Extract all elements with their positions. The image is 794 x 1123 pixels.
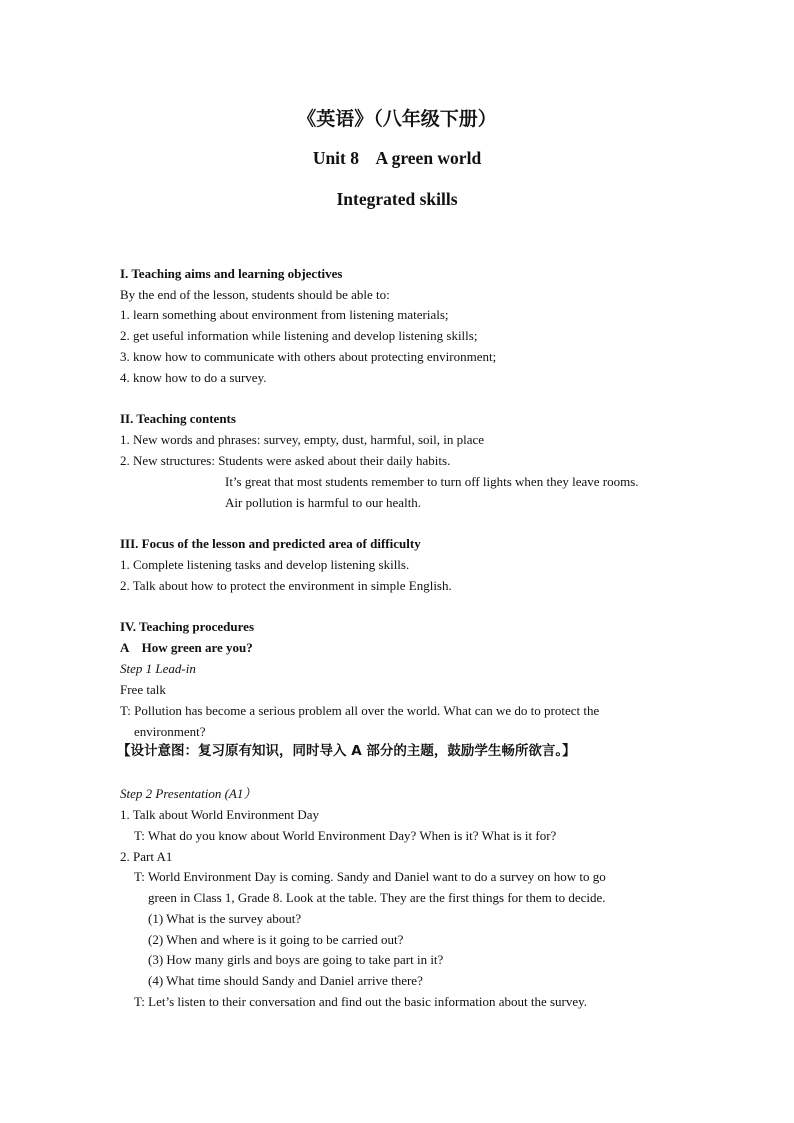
question-4: (4) What time should Sandy and Daniel arrive there? bbox=[148, 973, 423, 988]
question-1: (1) What is the survey about? bbox=[148, 911, 302, 926]
section-2-line: 1. New words and phrases: survey, empty, dust, harmful, soil, in place bbox=[120, 432, 485, 447]
section-2-line: 2. New structures: Students were asked about their daily habits. bbox=[120, 453, 451, 468]
section-2-line: Air pollution is harmful to our health. bbox=[225, 495, 422, 510]
section-2-heading: II. Teaching contents bbox=[120, 411, 236, 426]
item-2-teacher-line: T: World Environment Day is coming. Sandy and Daniel want to do a survey on how to go bbox=[134, 869, 606, 884]
section-1-line: 4. know how to do a survey. bbox=[120, 370, 267, 385]
item-2: 2. Part A1 bbox=[120, 849, 173, 864]
section-2-line: It’s great that most students remember to turn off lights when they leave rooms. bbox=[225, 474, 639, 489]
teacher-line-cont: environment? bbox=[134, 724, 206, 739]
section-3-heading: III. Focus of the lesson and predicted area of difficulty bbox=[120, 536, 421, 551]
section-4-heading: IV. Teaching procedures bbox=[120, 619, 255, 634]
question-3: (3) How many girls and boys are going to take part in it? bbox=[148, 952, 444, 967]
section-1-line: 3. know how to communicate with others about protecting environment; bbox=[120, 349, 497, 364]
section-1-heading: I. Teaching aims and learning objectives bbox=[120, 266, 343, 281]
section-3-line: 1. Complete listening tasks and develop listening skills. bbox=[120, 557, 410, 572]
question-2: (2) When and where is it going to be carried out? bbox=[148, 932, 404, 947]
step-2-heading: Step 2 Presentation (A1） bbox=[120, 786, 257, 801]
item-1: 1. Talk about World Environment Day bbox=[120, 807, 320, 822]
item-2-teacher-line-2: T: Let’s listen to their conversation and find out the basic information about the survey. bbox=[134, 994, 588, 1009]
lesson-subtitle: Integrated skills bbox=[336, 189, 458, 209]
design-note: 【设计意图：复习原有知识，同时导入 A 部分的主题，鼓励学生畅所欲言。】 bbox=[117, 743, 576, 759]
item-1-teacher-line: T: What do you know about World Environment Day? When is it? What is it for? bbox=[134, 828, 557, 843]
free-talk-label: Free talk bbox=[120, 682, 166, 697]
unit-title: Unit 8 A green world bbox=[312, 148, 482, 168]
part-a-heading: A How green are you? bbox=[120, 640, 253, 655]
teacher-line: T: Pollution has become a serious problem all over the world. What can we do to protect the bbox=[120, 703, 600, 718]
section-3-line: 2. Talk about how to protect the environment in simple English. bbox=[120, 578, 452, 593]
section-1-line: 2. get useful information while listening and develop listening skills; bbox=[120, 328, 478, 343]
document-title: 《英语》（八年级下册） bbox=[297, 108, 497, 130]
section-1-line: By the end of the lesson, students should be able to: bbox=[120, 287, 390, 302]
item-2-teacher-line-cont: green in Class 1, Grade 8. Look at the table. They are the first things for them to decide. bbox=[148, 890, 606, 905]
step-1-heading: Step 1 Lead-in bbox=[120, 661, 196, 676]
section-1-line: 1. learn something about environment from listening materials; bbox=[120, 307, 449, 322]
